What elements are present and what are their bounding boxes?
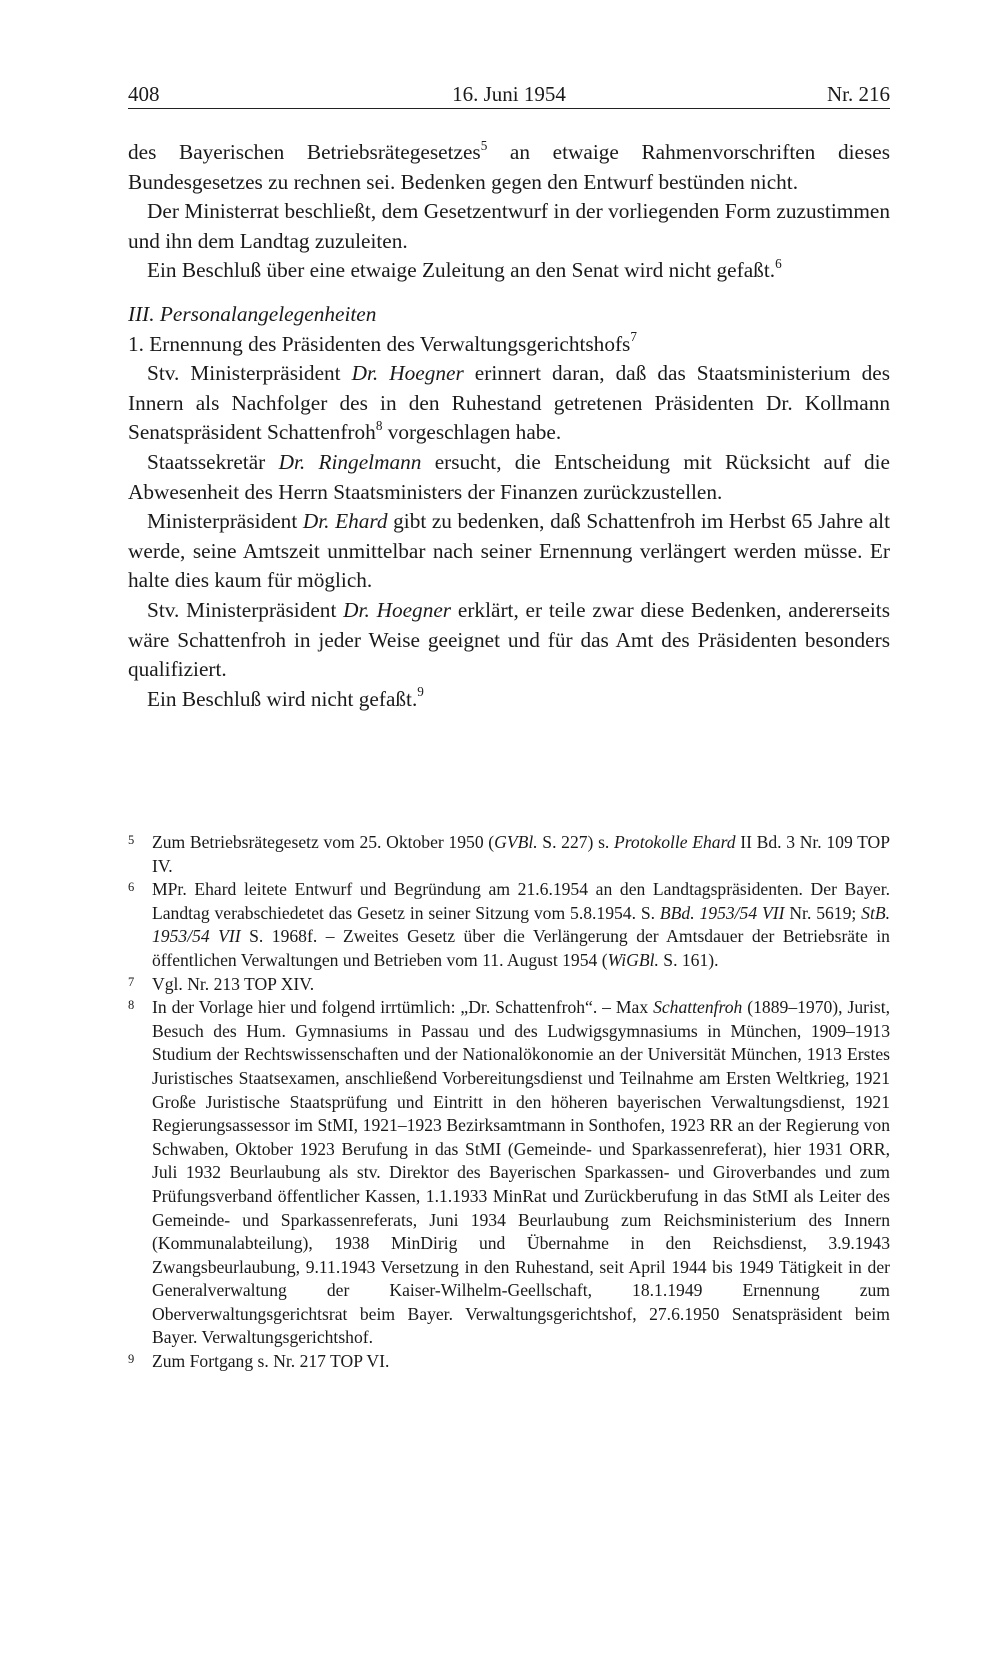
speaker-name: Dr. Ringelmann (278, 449, 422, 474)
footnote-number: 8 (128, 998, 135, 1013)
paragraph: Ministerpräsident Dr. Ehard gibt zu bedenken, daß Schattenfroh im Herbst 65 Jahre alt werde, seine Amtszeit unmittelbar nach seiner Ernennung verlängert werden müsse. Er halte dies kaum für möglich. (128, 509, 890, 593)
speaker-name: Dr. Ehard (302, 509, 388, 534)
footnote-9: 9 Zum Fortgang s. Nr. 217 TOP VI. (128, 1350, 890, 1374)
paragraph: des Bayerischen Betriebsrätegesetzes$^5$ an etwaige Rahmenvorschriften dieses Bundesgesetzes zu rechnen sei. Bedenken gegen den Entwurf bestünden nicht. (128, 137, 890, 194)
footnote-7: 7 Vgl. Nr. 213 TOP XIV. (128, 973, 890, 997)
section-heading: III. Personalangelegenheiten (128, 301, 377, 326)
paragraph: Staatssekretär Dr. Ringelmann ersucht, die Entscheidung mit Rücksicht auf die Abwesenheit des Herrn Staatsministers der Finanzen zurückzustellen. (128, 449, 891, 504)
footnote-ref[interactable]: 6 (775, 255, 782, 271)
footnote-ref[interactable]: 5 (480, 137, 488, 153)
running-header (128, 82, 890, 109)
footnote-number: 9 (128, 1352, 135, 1367)
paragraph: Ein Beschluß wird nicht gefaßt.$^9$ (147, 684, 424, 711)
speaker-name: Dr. Hoegner (351, 361, 464, 386)
header-date: 16. Juni 1954 (452, 82, 566, 106)
paragraph: Ein Beschluß über eine etwaige Zuleitung an den Senat wird nicht gefaßt.$^6$ (147, 255, 782, 283)
footnote-number: 5 (128, 833, 135, 847)
paragraph: Stv. Ministerpräsident Dr. Hoegner erklärt, er teile zwar diese Bedenken, andererseits wäre Schattenfroh in jeder Weise geeignet und für das Amt des Präsidenten besonders qualifiziert. (128, 597, 890, 682)
body-text (128, 138, 890, 714)
footnote-ref[interactable]: 8 (375, 417, 383, 433)
paragraph: Der Ministerrat beschließt, dem Gesetzentwurf in der vorliegenden Form zuzustimmen und ihn dem Landtag zuzuleiten. (128, 199, 890, 253)
agenda-item-heading: 1. Ernennung des Präsidenten des Verwaltungsgerichtshofs$^7$ (128, 329, 637, 356)
footnote-number: 6 (128, 880, 135, 895)
footnote-ref[interactable]: 9 (417, 684, 424, 700)
footnotes (128, 831, 890, 1374)
footnote-ref[interactable]: 7 (630, 329, 637, 345)
footnote-5: 5 Zum Betriebsrätegesetz vom 25. Oktober 1950 (GVBl. S. 227) s. Protokolle Ehard II Bd. 3 Nr. 109 TOP IV. (128, 831, 890, 878)
paragraph: Stv. Ministerpräsident Dr. Hoegner erinnert daran, daß das Staatsministerium des Innern als Nachfolger des in den Ruhestand getretenen Präsidenten Dr. Kollmann Senatspräsident Schattenfroh$^8$ vorgeschlagen habe. (128, 361, 890, 445)
footnote-8: 8 In der Vorlage hier und folgend irrtümlich: „Dr. Schattenfroh“. – Max Schattenfroh (1889–1970), Jurist, Besuch des Hum. Gymnasiums in Passau und des Ludwigsgymnasiums in München, 1909–1913 Studium der Rechtswissenschaften und der Nationalökonomie an der Universität München, 1913 Erstes Juristisches Staatsexamen, anschließend Vorbereitungsdienst und Teilnahme am Ersten Weltkrieg, 1921 Große Juristische Staatsprüfung und Eintritt in den höheren bayerischen Verwaltungsdienst, 1921 Regierungsassessor im StMI, 1921–1923 Bezirksamtmann in Sonthofen, 1923 RR an der Regierung von Schwaben, Oktober 1923 Berufung in das StMI (Gemeinde- und Sparkassenreferat), hier 1931 ORR, Juli 1932 Beurlaubung als stv. Direktor des Bayerischen Sparkassen- und Giroverbandes und zum Prüfungsverband öffentlicher Kassen, 1.1.1933 MinRat und Zurückberufung in das StMI als Leiter des Gemeinde- und Sparkassenreferats, Juni 1934 Beurlaubung zum Reichsministerium des Innern (Kommunalabteilung), 1938 MinDirig und Übernahme in den Reichsdienst, 3.9.1943 Zwangsbeurlaubung, 9.11.1943 Versetzung in den Ruhestand, seit April 1944 bis 1949 Tätigkeit in der Generalverwaltung der Kaiser-Wilhelm-Geellschaft, 18.1.1949 Ernennung zum Oberverwaltungsgerichtsrat beim Bayer. Verwaltungsgerichtshof, 27.6.1950 Senatspräsident beim Bayer. Verwaltungsgerichtshof. (128, 996, 890, 1350)
footnote-6: 6 MPr. Ehard leitete Entwurf und Begründung am 21.6.1954 an den Landtagspräsidenten. Der Bayer. Landtag verabschiedetet das Gesetz in seiner Sitzung vom 5.8.1954. S. BBd. 1953/54 VII Nr. 5619; StB. 1953/54 VII S. 1968f. – Zweites Gesetz über die Verlängerung der Amtsdauer der Betriebsräte in öffentlichen Verwaltungen und Betrieben vom 11. August 1954 (WiGBl. S. 161). (128, 878, 890, 972)
footnote-number: 7 (128, 974, 135, 989)
page-number: 408 (128, 82, 160, 106)
speaker-name: Dr. Hoegner (343, 597, 452, 622)
document-number: Nr. 216 (827, 82, 890, 106)
